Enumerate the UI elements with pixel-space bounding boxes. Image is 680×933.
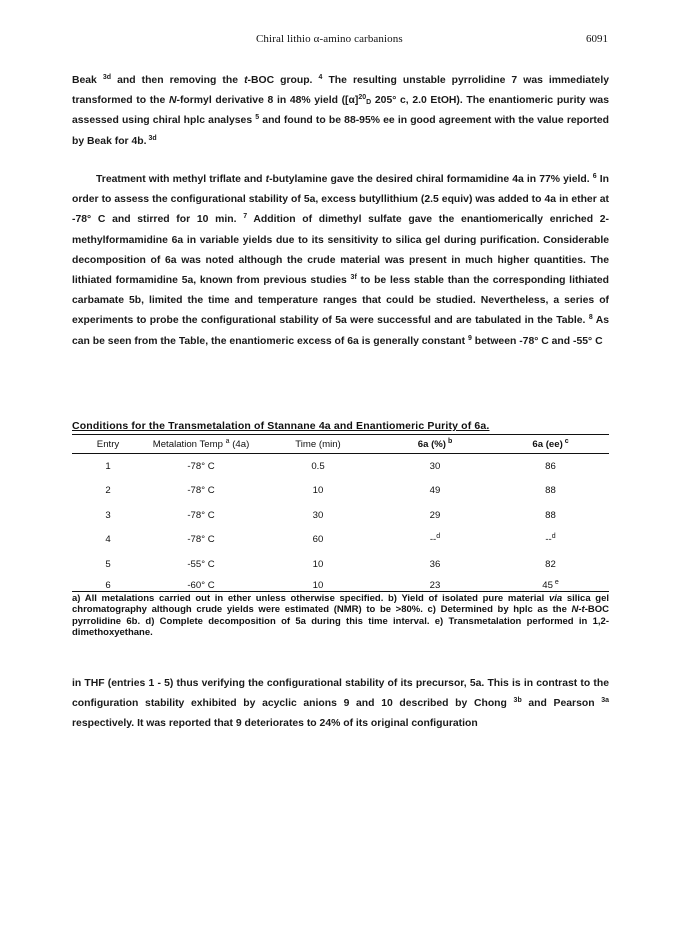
cell-ee: --$^d$	[545, 533, 556, 546]
cell-time: 60	[312, 534, 324, 546]
cell-ee: 88	[545, 509, 556, 521]
cell-entry: 3	[105, 509, 111, 521]
cell-time: 10	[312, 579, 324, 591]
table-title: Conditions for the Transmetalation of Stannane 4a and Enantiomeric Purity of 6a.	[72, 420, 490, 432]
running-title: Chiral lithio α-amino carbanions	[256, 33, 403, 45]
cell-yield: 36	[429, 558, 441, 570]
table-row	[72, 577, 609, 591]
cell-temp: -78° C	[187, 509, 215, 521]
cell-temp: -78° C	[187, 485, 215, 497]
cell-ee: 88	[545, 485, 556, 497]
cell-ee: 86	[545, 460, 556, 472]
cell-yield: 30	[429, 460, 441, 472]
cell-yield: 49	[429, 485, 441, 497]
cell-time: 10	[312, 485, 324, 497]
header-time: Time (min)	[295, 438, 341, 450]
table-row	[72, 528, 609, 553]
cell-temp: -55° C	[187, 558, 215, 570]
table-row	[72, 552, 609, 577]
paragraph-continued: Beak $^{3d}$ and then removing the t-BOC group. $^4$ The resulting unstable pyrrolidine 7 was immediately transformed to the N-formyl derivative 8 in 48% yield ($[\alpha]^{20}_D$ 205° c, 2.0 EtOH). The enantiomeric purity was assessed using chiral hplc analyses $^5$ and found to be 88-95% ee in good agreement with the value reported by Beak for 4b. $^{3d}$	[72, 74, 609, 147]
cell-entry: 1	[105, 460, 111, 472]
table-row	[72, 503, 609, 528]
cell-yield: 23	[429, 579, 441, 591]
cell-entry: 2	[105, 485, 111, 497]
table-row	[72, 479, 609, 504]
running-header	[0, 33, 680, 49]
header-yield: 6a (%) $^b$	[417, 437, 453, 450]
cell-entry: 4	[105, 534, 111, 546]
cell-ee: 82	[545, 558, 556, 570]
cell-time: 0.5	[311, 460, 325, 472]
paragraph-configurational-stability: Treatment with methyl triflate and t-butylamine gave the desired chiral formamidine 4a in 77% yield. $^6$ In order to assess the configurational stability of 5a, excess butyllithium (2.5 equiv) was added to 4a in ether at -78° C and stirred for 10 min. $^7$ Addition of dimethyl sulfate gave the enantiomerically enriched 2-methylformamidine 6a in variable yields due to its sensitivity to silica gel during purification. Considerable decomposition of 6a was noted although the crude material was present in much higher quantities. The lithiated formamidine 5a, known from previous studies $^{3f}$ to be less stable than the corresponding lithiated carbamate 5b, limited the time and temperature ranges that could be studied. Nevertheless, a series of experiments to probe the configurational stability of 5a were successful and are tabulated in the Table. $^8$ As can be seen from the Table, the enantiomeric excess of 6a is generally constant $^9$ between -78° C and -55° C	[72, 173, 610, 347]
cell-temp: -60° C	[187, 579, 215, 591]
cell-ee: 45 $^e$	[542, 578, 559, 591]
results-table	[72, 435, 609, 591]
cell-entry: 5	[105, 558, 111, 570]
cell-time: 30	[312, 509, 324, 521]
table-footnotes: a) All metalations carried out in ether unless otherwise specified. b) Yield of isolated pure material via silica gel chromatography although crude yields were estimated (NMR) to be >80%. c) Determined by hplc as the N-t-BOC pyrrolidine 6b. d) Complete decomposition of 5a during this time interval. e) Transmetalation performed in 1,2-dimethoxyethane.	[72, 592, 609, 638]
header-entry: Entry	[96, 438, 120, 450]
paragraph-after-table: in THF (entries 1 - 5) thus verifying the configurational stability of its precursor, 5a. This is in contrast to the configuration stability exhibited by acyclic anions 9 and 10 described by Chong $^{3b}$ and Pearson $^{3a}$ respectively. It was reported that 9 deteriorates to 24% of its original configuration	[72, 678, 610, 730]
header-metalation-temp: Metalation Temp $^a$ (4a)	[152, 437, 250, 450]
table-row	[72, 454, 609, 479]
cell-temp: -78° C	[187, 460, 215, 472]
cell-entry: 6	[105, 579, 111, 591]
header-ee: 6a (ee) $^c$	[532, 437, 569, 450]
cell-temp: -78° C	[187, 534, 215, 546]
table-body	[72, 454, 609, 591]
table-header-row	[72, 435, 609, 453]
cell-time: 10	[312, 558, 324, 570]
cell-yield: --$^d$	[429, 533, 441, 546]
cell-yield: 29	[429, 509, 441, 521]
page-number: 6091	[586, 33, 608, 45]
table-bottom-rule	[72, 591, 609, 592]
results-table-block	[72, 419, 609, 639]
